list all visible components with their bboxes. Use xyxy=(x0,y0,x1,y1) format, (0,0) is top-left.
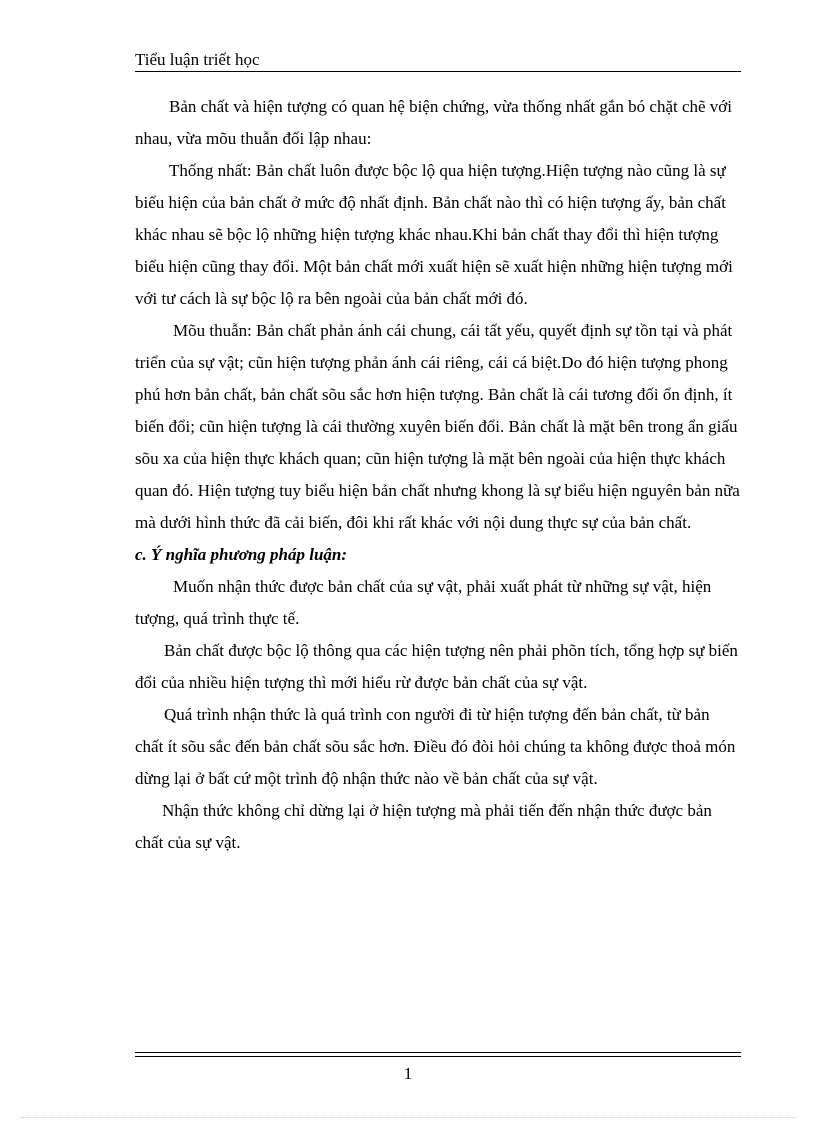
paragraph-methodology-2: Bản chất được bộc lộ thông qua các hiện tượng nên phải phõn tích, tổng hợp sự biến đổi của nhiều hiện tượng thì mới hiểu rừ được bản chất của sự vật. xyxy=(135,641,738,692)
paragraph-methodology-4: Nhận thức không chỉ dừng lại ở hiện tượng mà phải tiến đến nhận thức được bản chất của sự vật. xyxy=(135,801,712,852)
paragraph-contradiction: Mõu thuẫn: Bản chất phản ánh cái chung, cái tất yếu, quyết định sự tồn tại và phát triển của sự vật; cũn hiện tượng phản ánh cái riêng, cái cá biệt.Do đó hiện tượng phong phú hơn bản chất, bản chất sõu sắc hơn hiện tượng. Bản chất là cái tương đối ổn định, ít biến đổi; cũn hiện tượng là cái thường xuyên biến đổi. Bản chất là mặt bên trong ẩn giấu sõu xa của hiện thực khách quan; cũn hiện tượng là mặt bên ngoài của hiện thực khách quan đó. Hiện tượng tuy biểu hiện bản chất nhưng khong là sự biểu hiện nguyên bản nữa mà dưới hình thức đã cải biến, đôi khi rất khác với nội dung thực sự của bản chất. xyxy=(135,321,740,532)
page-number: 1 xyxy=(403,1064,413,1083)
paragraph-dialectical-relation: Bản chất và hiện tượng có quan hệ biện chứng, vừa thống nhất gắn bó chặt chẽ với nhau, vừa mõu thuẫn đối lập nhau: xyxy=(135,97,733,148)
document-body xyxy=(135,91,741,859)
paragraph-methodology-3: Quá trình nhận thức là quá trình con người đi từ hiện tượng đến bản chất, từ bản chất ít sõu sắc đến bản chất sõu sắc hơn. Điều đó đòi hỏi chúng ta không được thoả món dừng lại ở bất cứ một trình độ nhận thức nào về bản chất của sự vật. xyxy=(135,705,736,788)
page-bottom-edge xyxy=(20,1117,796,1118)
paragraph-unity: Thống nhất: Bản chất luôn được bộc lộ qua hiện tượng.Hiện tượng nào cũng là sự biểu hiện của bản chất ở mức độ nhất định. Bản chất nào thì có hiện tượng ấy, bản chất khác nhau sẽ bộc lộ những hiện tượng khác nhau.Khi bản chất thay đổi thì hiện tượng biểu hiện cũng thay đổi. Một bản chất mới xuất hiện sẽ xuất hiện những hiện tượng mới với tư cách là sự bộc lộ ra bên ngoài của bản chất mới đó. xyxy=(135,161,733,308)
section-heading-methodology: c. Ý nghĩa phương pháp luận: xyxy=(135,545,348,564)
running-header-title: Tiểu luận triết học xyxy=(135,50,260,69)
header-divider xyxy=(135,71,741,72)
footer-divider xyxy=(135,1052,741,1057)
paragraph-methodology-1: Muốn nhận thức được bản chất của sự vật, phải xuất phát từ những sự vật, hiện tượng, quá trình thực tế. xyxy=(135,577,712,628)
